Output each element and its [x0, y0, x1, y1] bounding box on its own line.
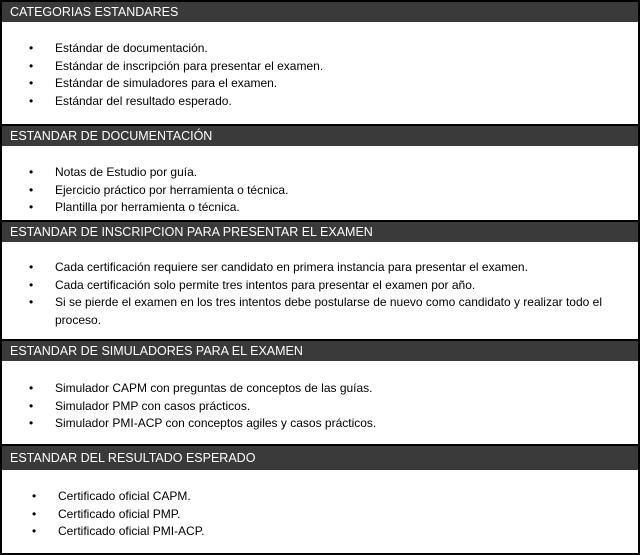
item-text: Notas de Estudio por guía. — [55, 165, 198, 179]
section-header: ESTANDAR DEL RESULTADO ESPERADO — [2, 446, 638, 470]
bullet-icon: • — [29, 295, 34, 309]
bullet-list — [2, 380, 638, 433]
section-header: ESTANDAR DE DOCUMENTACIÓN — [2, 126, 638, 146]
item-text: Certificado oficial PMI-ACP. — [58, 524, 205, 538]
bullet-icon: • — [29, 182, 34, 197]
section-resultado — [2, 446, 638, 553]
list-item — [2, 380, 638, 398]
section-header: CATEGORIAS ESTANDARES — [2, 2, 638, 22]
list-item — [2, 506, 638, 524]
section-simuladores — [2, 341, 638, 446]
list-item — [2, 259, 638, 277]
bullet-icon: • — [32, 489, 37, 503]
item-text: Estándar de documentación. — [55, 41, 208, 55]
bullet-icon: • — [32, 506, 37, 521]
bullet-icon: • — [29, 416, 34, 430]
item-text: Estándar del resultado esperado. — [55, 93, 232, 108]
bullet-list — [2, 40, 638, 110]
item-text: Estándar de simuladores para el examen. — [55, 76, 278, 90]
section-header: ESTANDAR DE SIMULADORES PARA EL EXAMEN — [2, 341, 638, 361]
section-documentacion — [2, 126, 638, 222]
item-text: Certificado oficial PMP. — [58, 506, 181, 521]
item-text: Plantilla por herramienta o técnica. — [55, 200, 240, 214]
item-text: Ejercicio práctico por herramienta o técnica. — [55, 182, 289, 197]
list-item — [2, 40, 638, 58]
item-text: Cada certificación requiere ser candidato en primera instancia para presentar el examen. — [55, 260, 528, 274]
list-item — [2, 398, 638, 416]
list-item — [2, 523, 638, 541]
section-header: ESTANDAR DE INSCRIPCION PARA PRESENTAR EL EXAMEN — [2, 222, 638, 242]
bullet-icon: • — [29, 93, 34, 108]
bullet-icon: • — [29, 381, 34, 395]
bullet-icon: • — [29, 398, 34, 413]
list-item — [2, 93, 638, 111]
bullet-icon: • — [29, 260, 34, 274]
item-text: Simulador CAPM con preguntas de conceptos de las guías. — [55, 381, 373, 395]
item-text: Estándar de inscripción para presentar el examen. — [55, 58, 324, 73]
list-item — [2, 75, 638, 93]
bullet-list — [2, 488, 638, 541]
bullet-icon: • — [29, 277, 34, 292]
item-text: Certificado oficial CAPM. — [58, 489, 191, 503]
list-item — [2, 488, 638, 506]
section-categorias — [2, 2, 638, 126]
item-text: Simulador PMI-ACP con conceptos agiles y casos prácticos. — [55, 416, 377, 430]
list-item — [2, 277, 638, 295]
bullet-icon: • — [29, 58, 34, 73]
list-item — [2, 415, 638, 433]
bullet-icon: • — [29, 76, 34, 90]
bullet-icon: • — [29, 165, 34, 179]
bullet-icon: • — [32, 524, 37, 538]
list-item — [2, 58, 638, 76]
bullet-icon: • — [29, 41, 34, 55]
bullet-list — [2, 164, 638, 217]
item-text: Cada certificación solo permite tres intentos para presentar el examen por año. — [55, 277, 476, 292]
bullet-icon: • — [29, 200, 34, 214]
item-text: Si se pierde el examen en los tres intentos debe postularse de nuevo como candidato y realizar todo el proceso. — [55, 295, 602, 327]
bullet-list — [2, 259, 638, 329]
section-inscripcion — [2, 222, 638, 341]
item-text: Simulador PMP con casos prácticos. — [55, 398, 251, 413]
list-item — [2, 294, 638, 329]
list-item — [2, 164, 638, 182]
list-item — [2, 199, 638, 217]
list-item — [2, 182, 638, 200]
